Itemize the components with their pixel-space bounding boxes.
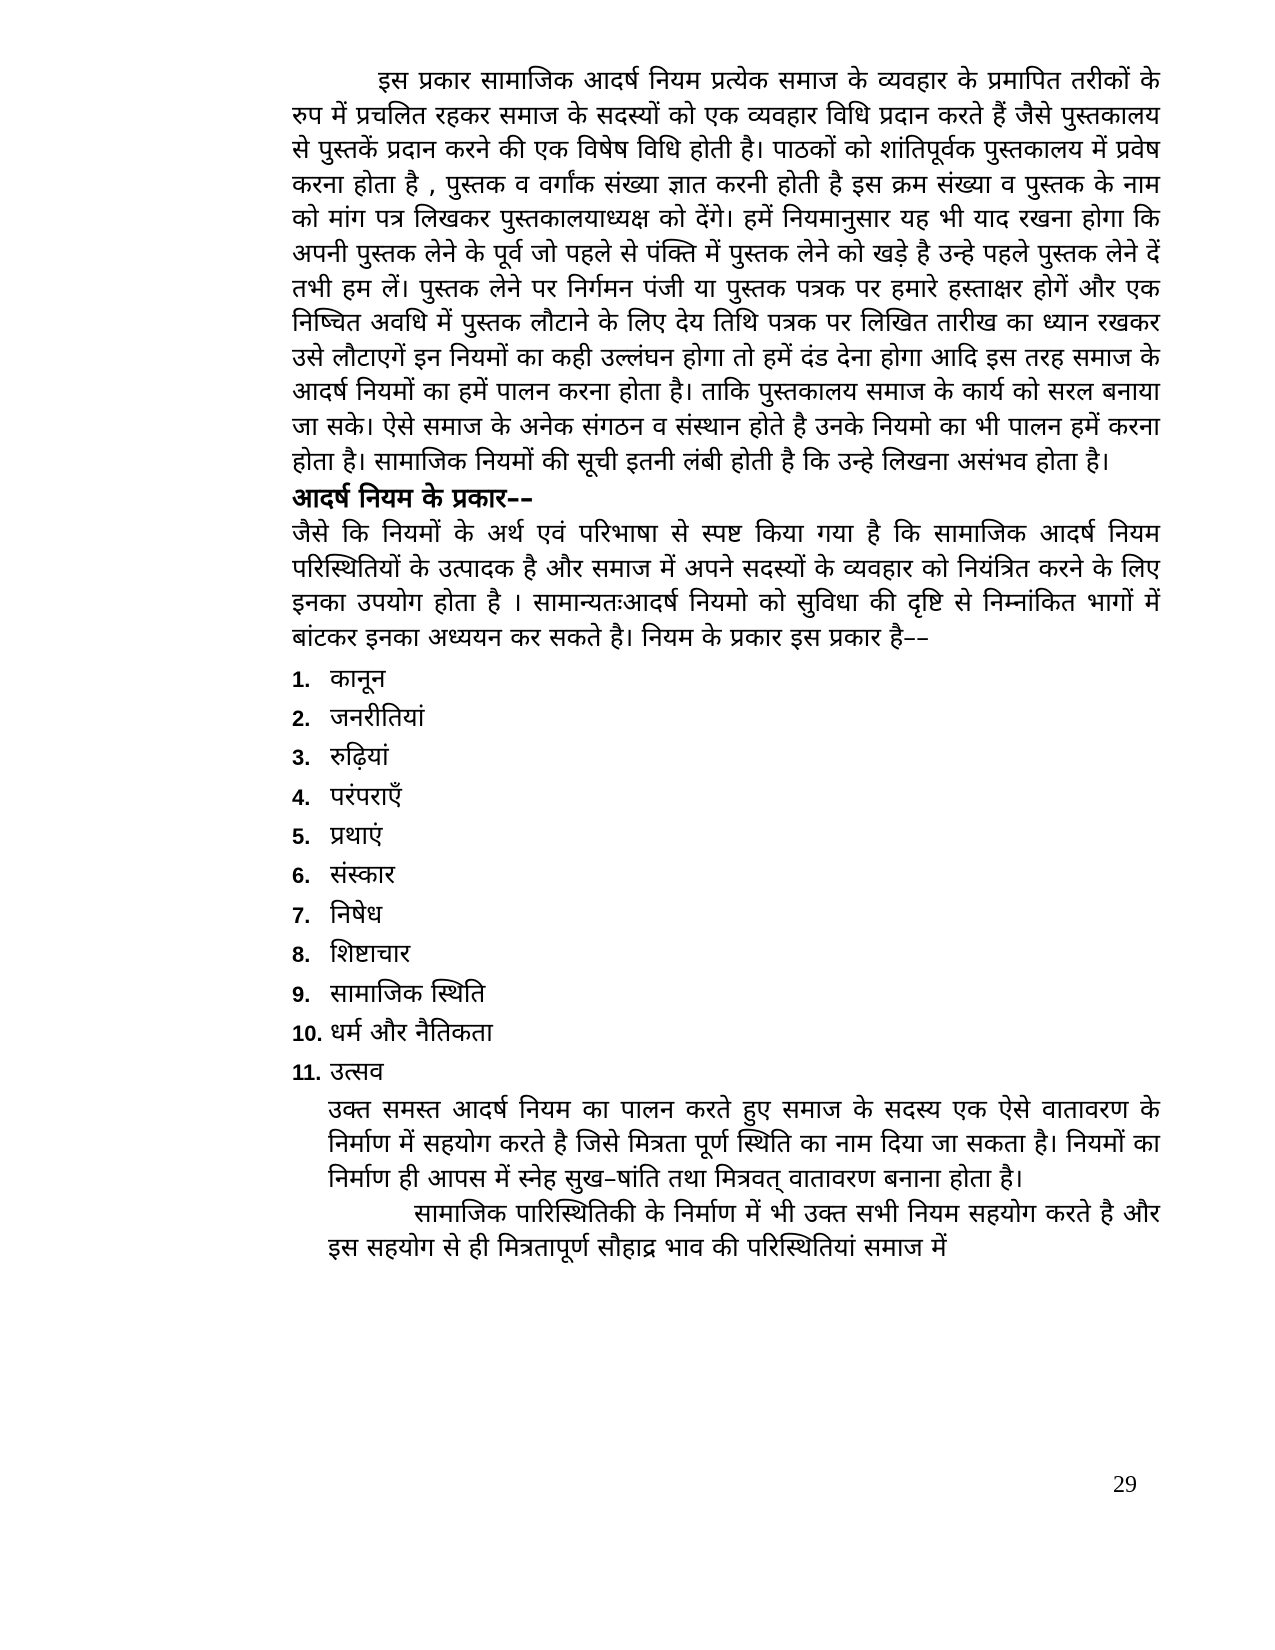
list-number: 9. bbox=[292, 981, 311, 1007]
list-text: परंपराएँ bbox=[330, 781, 402, 812]
list-number: 8. bbox=[292, 942, 311, 968]
list-text: शिष्टाचार bbox=[330, 939, 411, 970]
list-item bbox=[292, 817, 1160, 856]
paragraph-ecology: सामाजिक पारिस्थितिकी के निर्माण में भी उक्त सभी नियम सहयोग करते है और इस सहयोग से ही मित्रतापूर्ण सौहाद्र भाव की परिस्थितियां समाज में bbox=[328, 1198, 1160, 1264]
list-number: 7. bbox=[292, 902, 311, 928]
paragraph-conclusion: उक्त समस्त आदर्ष नियम का पालन करते हुए समाज के सदस्य एक ऐसे वातावरण के निर्माण में सहयोग करते है जिसे मित्रता पूर्ण स्थिति का नाम दिया जा सकता है। नियमों का निर्माण ही आपस में स्नेह सुख–षांति तथा मित्रवत् वातावरण बनाना होता है। bbox=[328, 1094, 1160, 1194]
list-number: 4. bbox=[292, 784, 311, 810]
list-item bbox=[292, 1014, 1160, 1053]
list-item bbox=[292, 778, 1160, 817]
list-text: संस्कार bbox=[330, 860, 396, 891]
list-item bbox=[292, 856, 1160, 895]
list-number: 11. bbox=[292, 1060, 322, 1086]
list-text: उत्सव bbox=[330, 1057, 384, 1088]
list-item bbox=[292, 738, 1160, 777]
list-text: निषेध bbox=[330, 899, 383, 930]
list-number: 2. bbox=[292, 705, 311, 731]
list-number: 10. bbox=[292, 1021, 323, 1047]
list-text: जनरीतियां bbox=[330, 702, 425, 733]
list-item bbox=[292, 660, 1160, 699]
list-number: 6. bbox=[292, 863, 311, 889]
list-number: 1. bbox=[292, 666, 311, 692]
list-item bbox=[292, 1053, 1160, 1092]
section-heading: आदर्ष नियम के प्रकार–– bbox=[292, 483, 534, 515]
list-number: 3. bbox=[292, 745, 311, 771]
list-text: धर्म और नैतिकता bbox=[330, 1018, 493, 1049]
paragraph-types: जैसे कि नियमों के अर्थ एवं परिभाषा से स्पष्ट किया गया है कि सामाजिक आदर्ष नियम परिस्थितियों के उत्पादक है और समाज में अपने सदस्यों के व्यवहार को नियंत्रित करने के लिए इनका उपयोग होता है । सामान्यतःआदर्ष नियमो को सुविधा की दृष्टि से निम्नांकित भागों में बांटकर इनका अध्ययन कर सकते है। नियम के प्रकार इस प्रकार है–– bbox=[292, 519, 1160, 653]
list-item bbox=[292, 699, 1160, 738]
list-text: प्रथाएं bbox=[330, 821, 383, 852]
list-text: कानून bbox=[330, 663, 386, 694]
page-number: 29 bbox=[1113, 1472, 1137, 1498]
page-body bbox=[292, 64, 1160, 1266]
norm-types-list bbox=[292, 660, 1160, 1093]
list-item bbox=[292, 975, 1160, 1014]
list-text: रुढ़ियां bbox=[330, 742, 389, 773]
paragraph-intro: इस प्रकार सामाजिक आदर्ष नियम प्रत्येक समाज के व्यवहार के प्रमापित तरीकों के रुप में प्रचलित रहकर समाज के सदस्यों को एक व्यवहार विधि प्रदान करते हैं जैसे पुस्तकालय से पुस्तकें प्रदान करने की एक विषेष विधि होती है। पाठकों को शांतिपूर्वक पुस्तकालय में प्रवेष करना होता है , पुस्तक व वर्गांक संख्या ज्ञात करनी होती है इस क्रम संख्या व पुस्तक के नाम को मांग पत्र लिखकर पुस्तकालयाध्यक्ष को देंगे। हमें नियमानुसार यह भी याद रखना होगा कि अपनी पुस्तक लेने के पूर्व जो पहले से पंक्ति में पुस्तक लेने को खड़े है उन्हे पहले पुस्तक लेने दें तभी हम लें। पुस्तक लेने पर निर्गमन पंजी या पुस्तक पत्रक पर हमारे हस्ताक्षर होगें और एक निष्चित अवधि में पुस्तक लौटाने के लिए देय तिथि पत्रक पर लिखित तारीख का ध्यान रखकर उसे लौटाएगें इन नियमों का कही उल्लंघन होगा तो हमें दंड देना होगा आदि इस तरह समाज के आदर्ष नियमों का हमें पालन करना होता है। ताकि पुस्तकालय समाज के कार्य को सरल बनाया जा सके। ऐसे समाज के अनेक संगठन व संस्थान होते है उनके नियमो का भी पालन हमें करना होता है। सामाजिक नियमों की सूची इतनी लंबी होती है कि उन्हे लिखना असंभव होता है। bbox=[292, 66, 1160, 477]
list-item bbox=[292, 935, 1160, 974]
list-text: सामाजिक स्थिति bbox=[330, 978, 486, 1009]
list-item bbox=[292, 896, 1160, 935]
list-number: 5. bbox=[292, 824, 311, 850]
